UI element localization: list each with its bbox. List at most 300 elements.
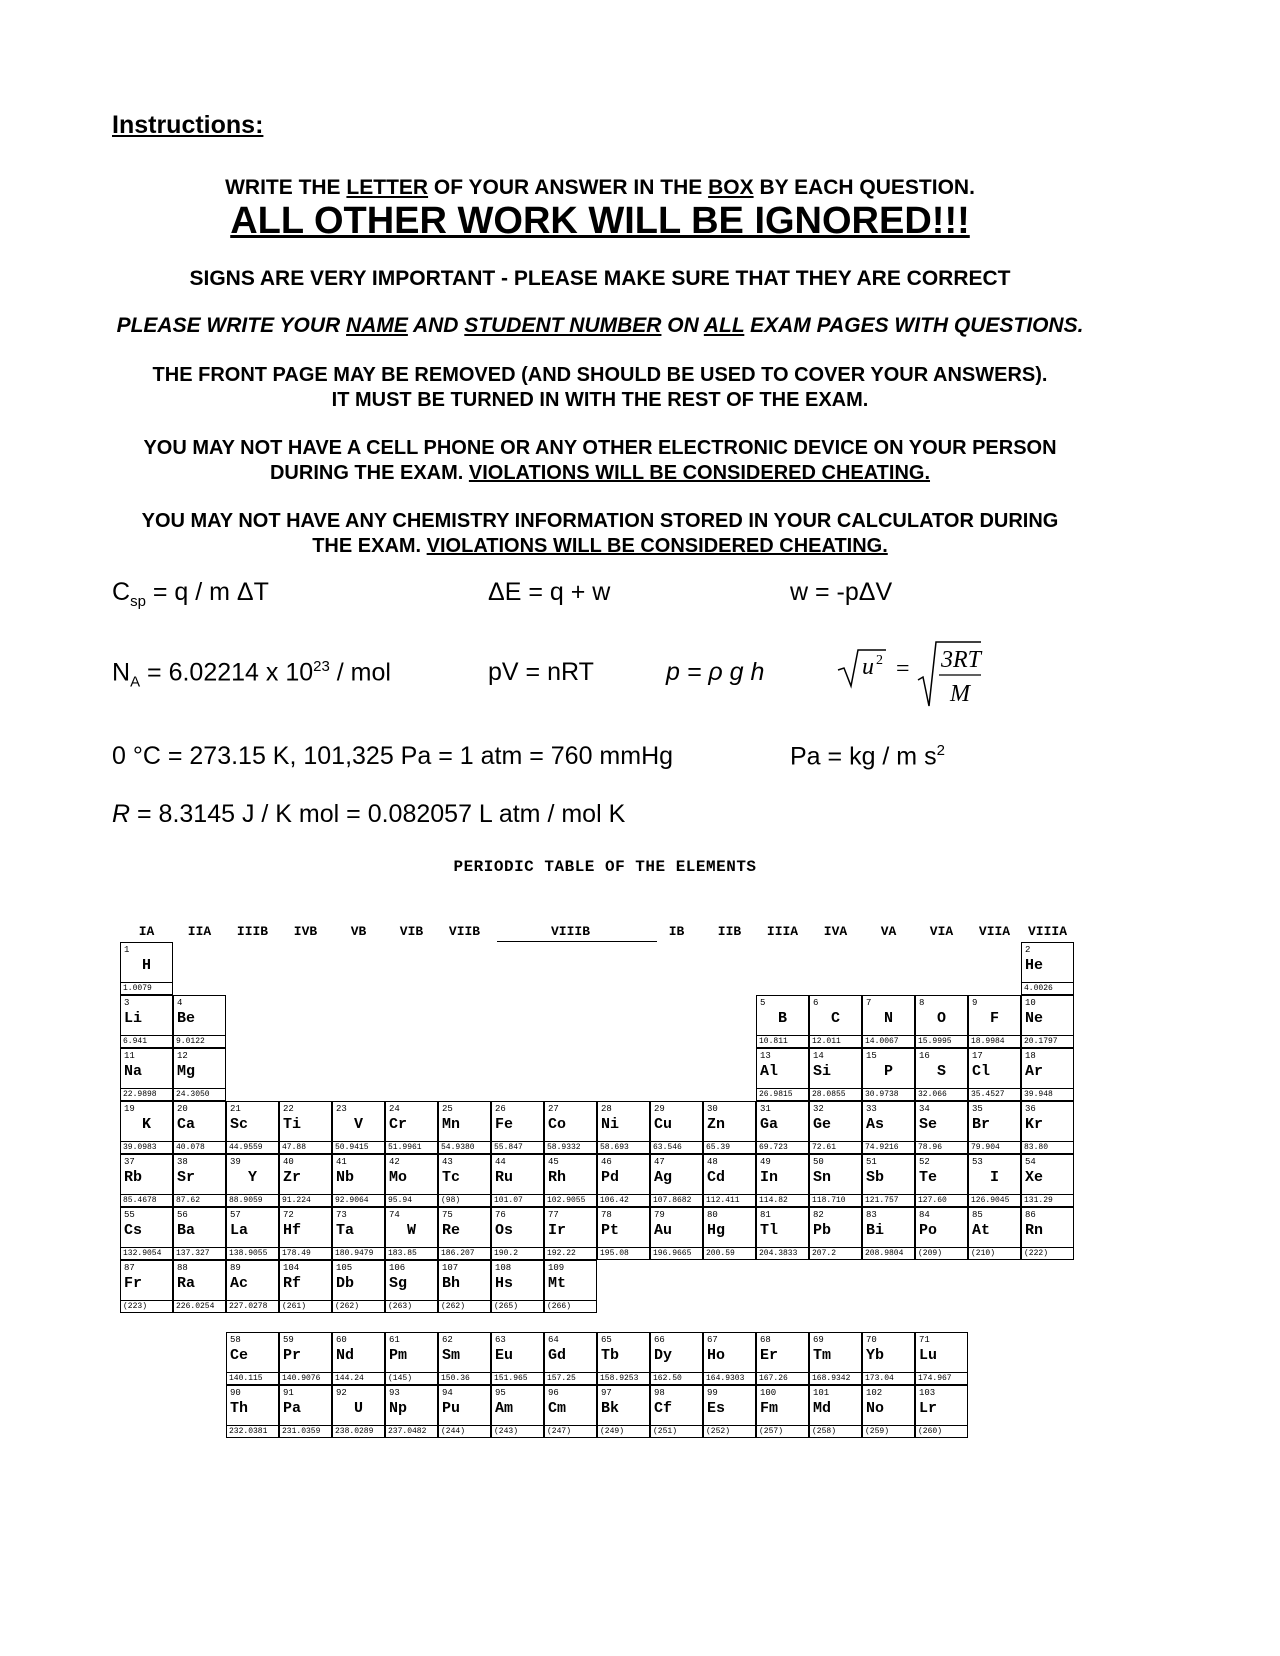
element-cell: [650, 1101, 703, 1154]
atomic-number: 26: [495, 1104, 506, 1114]
element-cell: [173, 1048, 226, 1101]
element-cell: [491, 1332, 544, 1385]
atomic-mass: 158.9253: [598, 1372, 649, 1384]
gas-constant: R = 8.3145 J / K mol = 0.082057 L atm / mol K: [112, 800, 626, 828]
element-cell: [120, 995, 173, 1048]
atomic-number: 46: [601, 1157, 612, 1167]
element-cell: [1021, 1154, 1074, 1207]
atomic-mass: 78.96: [916, 1141, 967, 1153]
atomic-number: 45: [548, 1157, 559, 1167]
element-symbol: Yb: [866, 1347, 885, 1364]
element-symbol: Tc: [442, 1169, 461, 1186]
group-label: IIB: [717, 924, 742, 939]
element-symbol: Tb: [601, 1347, 620, 1364]
atomic-mass: 180.9479: [333, 1247, 384, 1259]
element-cell: [120, 1154, 173, 1207]
atomic-number: 88: [177, 1263, 188, 1273]
element-cell: [756, 1332, 809, 1385]
element-symbol: Pu: [442, 1400, 461, 1417]
element-symbol: Pr: [283, 1347, 302, 1364]
element-symbol: Mg: [177, 1063, 196, 1080]
element-symbol: W: [406, 1222, 416, 1239]
element-symbol: Pd: [601, 1169, 620, 1186]
atomic-number: 69: [813, 1335, 824, 1345]
element-cell: [279, 1101, 332, 1154]
element-cell: [173, 995, 226, 1048]
atomic-mass: 131.29: [1022, 1194, 1073, 1206]
atomic-mass: 10.811: [757, 1035, 808, 1047]
element-cell: [438, 1207, 491, 1260]
atomic-number: 67: [707, 1335, 718, 1345]
element-symbol: Cl: [972, 1063, 991, 1080]
atomic-number: 92: [336, 1388, 347, 1398]
element-symbol: At: [972, 1222, 991, 1239]
atomic-mass: 24.3050: [174, 1088, 225, 1100]
element-symbol: O: [936, 1010, 946, 1027]
atomic-mass: 39.948: [1022, 1088, 1073, 1100]
element-symbol: Ar: [1025, 1063, 1044, 1080]
element-symbol: Rf: [283, 1275, 302, 1292]
rms-equals: =: [896, 656, 910, 682]
group-label: VA: [880, 924, 897, 939]
element-cell: [438, 1385, 491, 1438]
atomic-mass: 74.9216: [863, 1141, 914, 1153]
atomic-mass: 107.8682: [651, 1194, 702, 1206]
atomic-number: 54: [1025, 1157, 1036, 1167]
element-symbol: Re: [442, 1222, 461, 1239]
element-symbol: Tl: [760, 1222, 779, 1239]
viiib-bracket-line: [497, 941, 657, 942]
element-symbol: Ag: [654, 1169, 673, 1186]
atomic-number: 75: [442, 1210, 453, 1220]
element-cell: [438, 1101, 491, 1154]
atomic-mass: (265): [492, 1300, 543, 1312]
element-symbol: Rh: [548, 1169, 567, 1186]
atomic-mass: 140.9076: [280, 1372, 331, 1384]
atomic-mass: 192.22: [545, 1247, 596, 1259]
element-symbol: Ho: [707, 1347, 726, 1364]
atomic-mass: 87.62: [174, 1194, 225, 1206]
atomic-mass: 174.967: [916, 1372, 967, 1384]
atomic-number: 85: [972, 1210, 983, 1220]
atomic-mass: 35.4527: [969, 1088, 1020, 1100]
atomic-mass: 91.224: [280, 1194, 331, 1206]
atomic-number: 47: [654, 1157, 665, 1167]
element-cell: [862, 1048, 915, 1101]
atomic-mass: 232.0381: [227, 1425, 278, 1437]
element-cell: [703, 1101, 756, 1154]
atomic-mass: (262): [333, 1300, 384, 1312]
group-label: IVB: [293, 924, 318, 939]
element-symbol: Md: [813, 1400, 832, 1417]
element-symbol: In: [760, 1169, 779, 1186]
atomic-mass: 69.723: [757, 1141, 808, 1153]
element-cell: [491, 1154, 544, 1207]
element-symbol: Fe: [495, 1116, 514, 1133]
element-cell: [703, 1207, 756, 1260]
element-cell: [120, 1101, 173, 1154]
atomic-number: 7: [866, 998, 872, 1008]
rms-u: u: [862, 654, 874, 680]
atomic-mass: 1.0079: [121, 982, 172, 994]
element-cell: [862, 1207, 915, 1260]
atomic-number: 43: [442, 1157, 453, 1167]
atomic-number: 44: [495, 1157, 506, 1167]
group-label: IIIA: [766, 924, 799, 939]
atomic-number: 95: [495, 1388, 506, 1398]
atomic-number: 70: [866, 1335, 877, 1345]
atomic-mass: (145): [386, 1372, 437, 1384]
element-symbol: Fm: [760, 1400, 779, 1417]
element-symbol: Gd: [548, 1347, 567, 1364]
element-symbol: Pt: [601, 1222, 620, 1239]
element-symbol: Th: [230, 1400, 249, 1417]
element-symbol: U: [353, 1400, 363, 1417]
atomic-number: 33: [866, 1104, 877, 1114]
atomic-mass: 231.0359: [280, 1425, 331, 1437]
element-cell: [1021, 1101, 1074, 1154]
element-symbol: Co: [548, 1116, 567, 1133]
atomic-mass: 55.847: [492, 1141, 543, 1153]
element-symbol: Cf: [654, 1400, 673, 1417]
element-symbol: H: [141, 957, 151, 974]
element-cell: [385, 1385, 438, 1438]
element-cell: [120, 1048, 173, 1101]
atomic-number: 42: [389, 1157, 400, 1167]
element-symbol: Ce: [230, 1347, 249, 1364]
element-cell: [279, 1207, 332, 1260]
instruction-line-ignored: ALL OTHER WORK WILL BE IGNORED!!!: [230, 200, 970, 242]
atomic-mass: 65.39: [704, 1141, 755, 1153]
atomic-mass: 83.80: [1022, 1141, 1073, 1153]
atomic-number: 72: [283, 1210, 294, 1220]
element-symbol: Es: [707, 1400, 726, 1417]
element-cell: [809, 1154, 862, 1207]
atomic-mass: 200.59: [704, 1247, 755, 1259]
element-cell: [809, 1332, 862, 1385]
atomic-number: 59: [283, 1335, 294, 1345]
atomic-mass: 137.327: [174, 1247, 225, 1259]
atomic-number: 12: [177, 1051, 188, 1061]
element-symbol: Hs: [495, 1275, 514, 1292]
element-symbol: Hg: [707, 1222, 726, 1239]
element-cell: [597, 1101, 650, 1154]
atomic-number: 41: [336, 1157, 347, 1167]
atomic-mass: 4.0026: [1022, 982, 1073, 994]
atomic-mass: (210): [969, 1247, 1020, 1259]
element-cell: [491, 1385, 544, 1438]
element-cell: [650, 1154, 703, 1207]
atomic-number: 14: [813, 1051, 824, 1061]
element-cell: [862, 1154, 915, 1207]
element-symbol: Ra: [177, 1275, 196, 1292]
rms-u-power: 2: [876, 653, 883, 668]
element-symbol: Na: [124, 1063, 143, 1080]
instruction-calculator: YOU MAY NOT HAVE ANY CHEMISTRY INFORMATION STORED IN YOUR CALCULATOR DURING THE EXAM. VIOLATIONS WILL BE CONSIDERED CHEATING.: [141, 510, 1059, 557]
atomic-mass: (258): [810, 1425, 861, 1437]
element-cell: [915, 1048, 968, 1101]
element-symbol: Kr: [1025, 1116, 1044, 1133]
atomic-number: 8: [919, 998, 925, 1008]
element-symbol: Sc: [230, 1116, 249, 1133]
element-cell: [491, 1101, 544, 1154]
element-symbol: Sr: [177, 1169, 196, 1186]
element-symbol: I: [989, 1169, 999, 1186]
element-cell: [968, 1048, 1021, 1101]
atomic-mass: 102.9055: [545, 1194, 596, 1206]
atomic-mass: 20.1797: [1022, 1035, 1073, 1047]
atomic-mass: 50.9415: [333, 1141, 384, 1153]
atomic-number: 77: [548, 1210, 559, 1220]
atomic-number: 1: [124, 945, 130, 955]
atomic-number: 20: [177, 1104, 188, 1114]
atomic-number: 50: [813, 1157, 824, 1167]
element-symbol: Ti: [283, 1116, 302, 1133]
element-cell: [703, 1385, 756, 1438]
element-symbol: Xe: [1025, 1169, 1044, 1186]
atomic-mass: 138.9055: [227, 1247, 278, 1259]
atomic-mass: 208.9804: [863, 1247, 914, 1259]
element-cell: [650, 1207, 703, 1260]
element-cell: [915, 995, 968, 1048]
element-symbol: Lu: [919, 1347, 938, 1364]
atomic-mass: 85.4678: [121, 1194, 172, 1206]
element-cell: [438, 1154, 491, 1207]
atomic-mass: 95.94: [386, 1194, 437, 1206]
element-cell: [1021, 1048, 1074, 1101]
element-symbol: Pa: [283, 1400, 302, 1417]
atomic-number: 58: [230, 1335, 241, 1345]
atomic-number: 16: [919, 1051, 930, 1061]
element-cell: [332, 1385, 385, 1438]
atomic-number: 17: [972, 1051, 983, 1061]
element-cell: [597, 1154, 650, 1207]
atomic-number: 81: [760, 1210, 771, 1220]
group-label: VIIIA: [1027, 924, 1067, 939]
atomic-number: 23: [336, 1104, 347, 1114]
atomic-number: 11: [124, 1051, 135, 1061]
group-label: IIA: [187, 924, 212, 939]
element-symbol: Au: [654, 1222, 673, 1239]
group-label: IA: [138, 924, 155, 939]
periodic-table-title: PERIODIC TABLE OF THE ELEMENTS: [453, 858, 757, 876]
element-symbol: Sg: [389, 1275, 408, 1292]
element-cell: [385, 1332, 438, 1385]
element-cell: [968, 1154, 1021, 1207]
instruction-cell-phone: YOU MAY NOT HAVE A CELL PHONE OR ANY OTHER ELECTRONIC DEVICE ON YOUR PERSON DURING THE EXAM. VIOLATIONS WILL BE CONSIDERED CHEATING.: [143, 437, 1057, 484]
element-cell: [756, 1101, 809, 1154]
atomic-mass: (259): [863, 1425, 914, 1437]
element-cell: [915, 1332, 968, 1385]
atomic-mass: 207.2: [810, 1247, 861, 1259]
atomic-number: 52: [919, 1157, 930, 1167]
element-cell: [968, 1101, 1021, 1154]
group-label: VIIA: [978, 924, 1011, 939]
group-label: IB: [668, 924, 685, 939]
element-cell: [1021, 1207, 1074, 1260]
element-cell: [544, 1207, 597, 1260]
atomic-mass: 168.9342: [810, 1372, 861, 1384]
atomic-mass: 140.115: [227, 1372, 278, 1384]
element-symbol: Sn: [813, 1169, 832, 1186]
atomic-number: 97: [601, 1388, 612, 1398]
element-cell: [544, 1332, 597, 1385]
atomic-number: 104: [283, 1263, 300, 1273]
atomic-number: 102: [866, 1388, 883, 1398]
element-cell: [915, 1385, 968, 1438]
atomic-number: 36: [1025, 1104, 1036, 1114]
element-symbol: Rn: [1025, 1222, 1044, 1239]
atomic-mass: (98): [439, 1194, 490, 1206]
element-cell: [385, 1101, 438, 1154]
hydrostatic-pressure: p = ρ g h: [666, 658, 765, 686]
element-cell: [173, 1101, 226, 1154]
pascal-definition: Pa = kg / m $s^2$: [790, 742, 945, 771]
element-symbol: Te: [919, 1169, 938, 1186]
atomic-mass: 88.9059: [227, 1194, 278, 1206]
element-cell: [968, 995, 1021, 1048]
atomic-mass: 51.9961: [386, 1141, 437, 1153]
atomic-number: 109: [548, 1263, 565, 1273]
element-symbol: P: [883, 1063, 893, 1080]
element-symbol: Dy: [654, 1347, 673, 1364]
instruction-line-signs: SIGNS ARE VERY IMPORTANT - PLEASE MAKE SURE THAT THEY ARE CORRECT: [189, 267, 1011, 290]
element-symbol: Db: [336, 1275, 355, 1292]
element-symbol: Se: [919, 1116, 938, 1133]
atomic-mass: 58.693: [598, 1141, 649, 1153]
element-symbol: Mn: [442, 1116, 461, 1133]
element-cell: [544, 1154, 597, 1207]
atomic-mass: 114.82: [757, 1194, 808, 1206]
atomic-number: 2: [1025, 945, 1031, 955]
group-label: VIIIB: [550, 924, 590, 939]
element-cell: [756, 995, 809, 1048]
element-symbol: Hf: [283, 1222, 302, 1239]
atomic-mass: (261): [280, 1300, 331, 1312]
atomic-mass: 151.965: [492, 1372, 543, 1384]
element-symbol: He: [1025, 957, 1044, 974]
atomic-mass: 173.04: [863, 1372, 914, 1384]
atomic-number: 55: [124, 1210, 135, 1220]
element-cell: [862, 1332, 915, 1385]
atomic-number: 83: [866, 1210, 877, 1220]
element-cell: [862, 995, 915, 1048]
atomic-mass: 22.9898: [121, 1088, 172, 1100]
element-cell: [915, 1207, 968, 1260]
energy-equation: ΔE = q + w: [488, 578, 611, 606]
group-label: VIB: [399, 924, 424, 939]
ideal-gas-law: pV = nRT: [488, 658, 594, 686]
element-cell: [809, 1385, 862, 1438]
atomic-number: 30: [707, 1104, 718, 1114]
element-symbol: V: [353, 1116, 363, 1133]
element-cell: [703, 1332, 756, 1385]
atomic-number: 61: [389, 1335, 400, 1345]
element-symbol: Rb: [124, 1169, 143, 1186]
atomic-number: 68: [760, 1335, 771, 1345]
element-cell: [597, 1207, 650, 1260]
element-symbol: Bi: [866, 1222, 885, 1239]
atomic-mass: 167.26: [757, 1372, 808, 1384]
element-symbol: Ni: [601, 1116, 620, 1133]
element-cell: [173, 1154, 226, 1207]
atomic-number: 73: [336, 1210, 347, 1220]
element-symbol: No: [866, 1400, 885, 1417]
atomic-number: 64: [548, 1335, 559, 1345]
atomic-number: 94: [442, 1388, 453, 1398]
atomic-number: 28: [601, 1104, 612, 1114]
atomic-mass: 28.0855: [810, 1088, 861, 1100]
atomic-number: 31: [760, 1104, 771, 1114]
element-cell: [544, 1260, 597, 1313]
element-cell: [809, 995, 862, 1048]
element-cell: [226, 1207, 279, 1260]
atomic-mass: 79.904: [969, 1141, 1020, 1153]
instructions-heading: Instructions:: [112, 111, 264, 139]
rms-numerator: 3RT: [941, 647, 982, 673]
atomic-mass: 127.60: [916, 1194, 967, 1206]
atomic-number: 90: [230, 1388, 241, 1398]
element-cell: [438, 1332, 491, 1385]
atomic-number: 29: [654, 1104, 665, 1114]
element-symbol: Ne: [1025, 1010, 1044, 1027]
atomic-number: 37: [124, 1157, 135, 1167]
atomic-mass: 157.25: [545, 1372, 596, 1384]
atomic-number: 86: [1025, 1210, 1036, 1220]
rms-speed-equation: [836, 640, 986, 710]
atomic-mass: 126.9045: [969, 1194, 1020, 1206]
atomic-number: 5: [760, 998, 766, 1008]
element-cell: [173, 1207, 226, 1260]
element-cell: [120, 942, 173, 995]
atomic-number: 22: [283, 1104, 294, 1114]
atomic-mass: 106.42: [598, 1194, 649, 1206]
element-symbol: F: [989, 1010, 999, 1027]
atomic-mass: 196.9665: [651, 1247, 702, 1259]
element-symbol: Mo: [389, 1169, 408, 1186]
atomic-mass: 9.0122: [174, 1035, 225, 1047]
atomic-number: 79: [654, 1210, 665, 1220]
element-cell: [756, 1385, 809, 1438]
atomic-mass: 237.0482: [386, 1425, 437, 1437]
atomic-number: 39: [230, 1157, 241, 1167]
element-cell: [756, 1154, 809, 1207]
atomic-number: 13: [760, 1051, 771, 1061]
element-symbol: Bh: [442, 1275, 461, 1292]
element-symbol: Ta: [336, 1222, 355, 1239]
element-symbol: Bk: [601, 1400, 620, 1417]
element-cell: [809, 1101, 862, 1154]
element-symbol: Li: [124, 1010, 143, 1027]
atomic-mass: 150.36: [439, 1372, 490, 1384]
element-cell: [279, 1332, 332, 1385]
element-cell: [332, 1207, 385, 1260]
atomic-mass: 183.85: [386, 1247, 437, 1259]
element-cell: [332, 1332, 385, 1385]
element-cell: [332, 1101, 385, 1154]
element-symbol: C: [830, 1010, 840, 1027]
element-cell: [279, 1385, 332, 1438]
element-cell: [1021, 995, 1074, 1048]
element-symbol: Ba: [177, 1222, 196, 1239]
atomic-mass: 54.9380: [439, 1141, 490, 1153]
element-symbol: Si: [813, 1063, 832, 1080]
element-cell: [862, 1101, 915, 1154]
element-cell: [862, 1385, 915, 1438]
group-label: VB: [350, 924, 367, 939]
element-cell: [650, 1332, 703, 1385]
group-label: VIIB: [448, 924, 481, 939]
